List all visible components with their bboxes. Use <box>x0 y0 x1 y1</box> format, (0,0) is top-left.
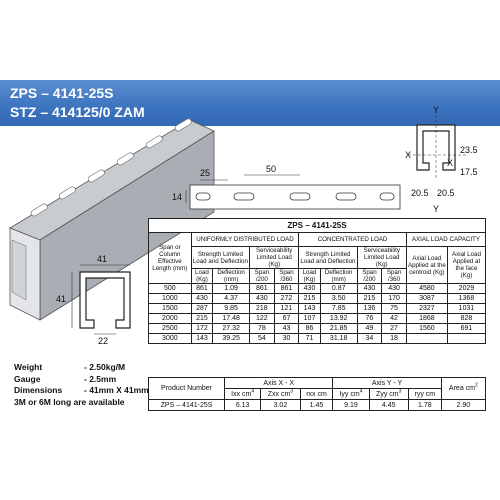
slot-pitch-dim: 50 <box>266 164 277 174</box>
col-area <box>441 378 485 400</box>
table-cell: 1868 <box>406 314 447 324</box>
table-row <box>149 314 486 324</box>
table-cell: 1.78 <box>408 400 441 411</box>
col-ryy: ryy cm <box>408 389 441 400</box>
table-cell: 215 <box>299 294 320 304</box>
table-cell: 143 <box>299 304 320 314</box>
axial-centroid: Axial Load Applied at the centroid (Kg) <box>406 247 447 284</box>
col-ixx <box>225 389 261 400</box>
table-cell: 215 <box>357 294 382 304</box>
sup-3: 3 <box>398 388 402 395</box>
table-row <box>149 304 486 314</box>
slot-plan-view <box>172 164 400 209</box>
table-cell: 9.85 <box>213 304 250 314</box>
table-cell: 67 <box>274 314 299 324</box>
table-cell: 430 <box>357 284 382 294</box>
slot-offset-dim: 14 <box>172 192 183 202</box>
sub-deflection: Deflection (mm) <box>213 269 250 284</box>
table-cell: 2.90 <box>441 400 485 411</box>
table-row <box>149 334 486 344</box>
table-cell: 143 <box>191 334 212 344</box>
axis-x-right: X <box>447 158 454 168</box>
specifications <box>14 362 149 408</box>
conc-strength: Strength Limited Load and Deflection <box>299 247 357 269</box>
table-cell: 13.92 <box>320 314 357 324</box>
table-cell: 54 <box>250 334 275 344</box>
product-title: ZPS – 4141-25S <box>10 85 114 101</box>
table-cell: 42 <box>382 314 407 324</box>
table-cell <box>447 334 485 344</box>
col-zxx-label: Zxx cm <box>267 390 291 398</box>
table-cell: 218 <box>250 304 275 314</box>
table-cell: 861 <box>250 284 275 294</box>
col-span-length: Span or Column Effective Length (mm) <box>149 233 192 284</box>
table-cell: 75 <box>382 304 407 314</box>
product-code: STZ – 414125/0 ZAM <box>10 104 145 120</box>
gauge-label: Gauge <box>14 373 41 384</box>
section-properties-table <box>148 377 486 411</box>
section-dim-17-5: 17.5 <box>460 167 478 177</box>
table-cell: 121 <box>274 304 299 314</box>
col-zyy <box>369 389 408 400</box>
dimensions-value: - 41mm X 41mm <box>84 385 149 395</box>
col-product-number: Product Number <box>149 378 225 400</box>
col-area-label: Area cm <box>448 385 475 392</box>
table-cell: 828 <box>447 314 485 324</box>
col-zyy-label: Zyy cm <box>376 390 399 398</box>
slot-width-dim: 25 <box>200 168 211 178</box>
table-cell: 107 <box>299 314 320 324</box>
table-cell: 861 <box>274 284 299 294</box>
table-row <box>149 324 486 334</box>
weight-label: Weight <box>14 362 43 372</box>
table-row <box>149 400 486 411</box>
gauge-value: - 2.5mm <box>84 373 117 384</box>
sub-span360b: Span /360 <box>382 269 407 284</box>
table-cell: 6.13 <box>225 400 261 411</box>
table-cell: 2029 <box>447 284 485 294</box>
col-iyy <box>333 389 369 400</box>
table-cell: 2500 <box>149 324 192 334</box>
table-cell: 500 <box>149 284 192 294</box>
table-cell: 1500 <box>149 304 192 314</box>
table-cell: 31.18 <box>320 334 357 344</box>
table-cell: 39.25 <box>213 334 250 344</box>
load-table-title: ZPS – 4141-25S <box>149 219 486 233</box>
table-cell: 2000 <box>149 314 192 324</box>
end-height-dim: 41 <box>56 294 67 304</box>
table-cell: 1031 <box>447 304 485 314</box>
table-cell: 272 <box>274 294 299 304</box>
table-cell: 9.19 <box>333 400 369 411</box>
table-cell: 78 <box>250 324 275 334</box>
axis-y-top: Y <box>433 105 440 115</box>
group-axis-yy: Axis Y - Y <box>333 378 441 389</box>
table-cell: 3.50 <box>320 294 357 304</box>
table-cell: 7.85 <box>320 304 357 314</box>
table-cell: 430 <box>299 284 320 294</box>
table-cell: 3000 <box>149 334 192 344</box>
table-cell: 122 <box>250 314 275 324</box>
sub-span200: Span /200 <box>250 269 275 284</box>
table-cell: 71 <box>299 334 320 344</box>
table-cell: 287 <box>191 304 212 314</box>
table-cell: 215 <box>191 314 212 324</box>
table-cell: 49 <box>357 324 382 334</box>
col-ixx-label: Ixx cm <box>231 390 252 398</box>
table-cell: 172 <box>191 324 212 334</box>
axial-face: Axial Load Applied at the face (Kg) <box>447 247 485 284</box>
load-table <box>148 218 486 344</box>
group-axial: AXIAL LOAD CAPACITY <box>406 233 485 247</box>
sup-4: 4 <box>251 388 255 395</box>
conc-service: Serviceability Limited Load (Kg) <box>357 247 406 269</box>
table-cell: 2327 <box>406 304 447 314</box>
weight-value: - 2.50kg/M <box>84 362 126 372</box>
section-dim-20-5-left: 20.5 <box>411 188 429 198</box>
axis-x-left: X <box>405 150 412 160</box>
group-concentrated: CONCENTRATED LOAD <box>299 233 407 247</box>
section-dim-23-5: 23.5 <box>460 145 478 155</box>
table-cell: 0.87 <box>320 284 357 294</box>
table-cell: 30 <box>274 334 299 344</box>
section-view <box>405 105 478 214</box>
table-cell: 3.02 <box>261 400 300 411</box>
table-cell: 136 <box>357 304 382 314</box>
table-cell: 76 <box>357 314 382 324</box>
sub-span360: Span /360 <box>274 269 299 284</box>
table-cell: 170 <box>382 294 407 304</box>
table-cell: 43 <box>274 324 299 334</box>
table-cell: 3087 <box>406 294 447 304</box>
table-cell: 1368 <box>447 294 485 304</box>
group-udl: UNIFORMLY DISTRIBUTED LOAD <box>191 233 299 247</box>
sup-3: 3 <box>290 388 294 395</box>
group-axis-xx: Axis X - X <box>225 378 333 389</box>
table-cell: 861 <box>191 284 212 294</box>
axis-y-bottom: Y <box>433 204 440 214</box>
dimensions-label: Dimensions <box>14 385 63 395</box>
end-slot-opening-dim: 22 <box>98 336 109 346</box>
table-cell: 86 <box>299 324 320 334</box>
table-row <box>149 294 486 304</box>
section-dim-20-5-right: 20.5 <box>437 188 455 198</box>
udl-service: Serviceability Limited Load (Kg) <box>250 247 299 269</box>
table-cell: 27 <box>382 324 407 334</box>
table-cell: 430 <box>250 294 275 304</box>
sub-deflection2: Deflection (mm) <box>320 269 357 284</box>
sub-load2: Load (Kg) <box>299 269 320 284</box>
table-cell: 691 <box>447 324 485 334</box>
table-row <box>149 284 486 294</box>
table-cell: 27.32 <box>213 324 250 334</box>
col-iyy-label: Iyy cm <box>339 390 360 398</box>
table-cell: ZPS – 4141-25S <box>149 400 225 411</box>
table-cell: 430 <box>382 284 407 294</box>
end-width-dim: 41 <box>97 254 108 264</box>
table-cell: 4.37 <box>213 294 250 304</box>
table-cell: 1.45 <box>300 400 333 411</box>
table-cell: 1000 <box>149 294 192 304</box>
sup-4: 4 <box>359 388 363 395</box>
length-note: 3M or 6M long are available <box>14 396 125 407</box>
table-cell: 21.85 <box>320 324 357 334</box>
sub-load: Load (Kg) <box>191 269 212 284</box>
table-cell: 18 <box>382 334 407 344</box>
table-cell: 1.09 <box>213 284 250 294</box>
table-cell: 1560 <box>406 324 447 334</box>
col-rxx: rxx cm <box>300 389 333 400</box>
table-cell: 34 <box>357 334 382 344</box>
table-cell: 4580 <box>406 284 447 294</box>
col-zxx <box>261 389 300 400</box>
table-cell <box>406 334 447 344</box>
table-cell: 4.45 <box>369 400 408 411</box>
table-cell: 430 <box>191 294 212 304</box>
udl-strength: Strength Limited Load and Deflection <box>191 247 249 269</box>
table-cell: 17.48 <box>213 314 250 324</box>
sup-2: 2 <box>474 382 478 389</box>
sub-span200b: Span /200 <box>357 269 382 284</box>
